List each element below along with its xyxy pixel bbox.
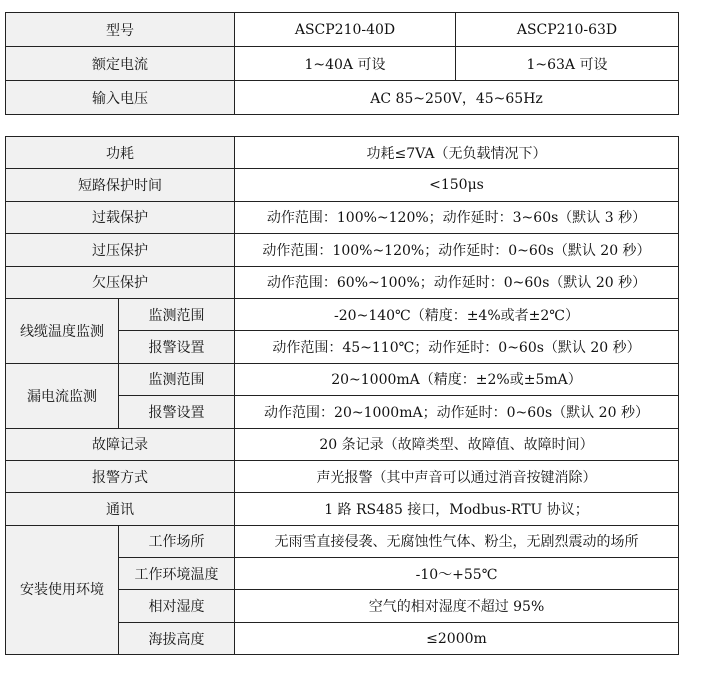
- overload-label: 过载保护: [6, 201, 235, 233]
- env-altitude-value: ≤2000m: [235, 622, 679, 654]
- input-voltage-value: AC 85~250V，45~65Hz: [235, 81, 679, 115]
- input-voltage-label: 输入电压: [6, 81, 235, 115]
- spec-row-short-circuit: [6, 169, 679, 201]
- rated-current-label: 额定电流: [6, 47, 235, 81]
- overvoltage-label: 过压保护: [6, 234, 235, 266]
- spec-table: [5, 136, 679, 655]
- spec-row-power: [6, 137, 679, 169]
- communication-label: 通讯: [6, 493, 235, 525]
- undervoltage-value: 动作范围：60%~100%；动作延时：0~60s（默认 20 秒）: [235, 266, 679, 298]
- fault-record-value: 20 条记录（故障类型、故障值、故障时间）: [235, 428, 679, 460]
- spec-row-overload: [6, 201, 679, 233]
- env-humidity-label: 相对湿度: [119, 590, 235, 622]
- model-row: [6, 13, 679, 47]
- spec-row-env-place: [6, 525, 679, 557]
- env-place-value: 无雨雪直接侵袭、无腐蚀性气体、粉尘，无剧烈震动的场所: [235, 525, 679, 557]
- rated-current-b: 1~63A 可设: [456, 47, 679, 81]
- communication-value: 1 路 RS485 接口，Modbus-RTU 协议；: [235, 493, 679, 525]
- alarm-mode-value: 声光报警（其中声音可以通过消音按键消除）: [235, 460, 679, 492]
- model-table: [5, 12, 679, 115]
- spec-row-fault-record: [6, 428, 679, 460]
- env-altitude-label: 海拔高度: [119, 622, 235, 654]
- leakage-label: 漏电流监测: [6, 363, 119, 428]
- overvoltage-value: 动作范围：100%~120%；动作延时：0~60s（默认 20 秒）: [235, 234, 679, 266]
- cable-temp-label: 线缆温度监测: [6, 298, 119, 363]
- cable-temp-alarm-label: 报警设置: [119, 331, 235, 363]
- spec-row-leakage-range: [6, 363, 679, 395]
- model-a: ASCP210-40D: [235, 13, 456, 47]
- undervoltage-label: 欠压保护: [6, 266, 235, 298]
- fault-record-label: 故障记录: [6, 428, 235, 460]
- environment-label: 安装使用环境: [6, 525, 119, 655]
- leakage-alarm-value: 动作范围：20~1000mA；动作延时：0~60s（默认 20 秒）: [235, 396, 679, 428]
- spec-row-alarm-mode: [6, 460, 679, 492]
- cable-temp-range-label: 监测范围: [119, 298, 235, 330]
- power-value: 功耗≤7VA（无负载情况下）: [235, 137, 679, 169]
- short-circuit-label: 短路保护时间: [6, 169, 235, 201]
- power-label: 功耗: [6, 137, 235, 169]
- spec-row-overvoltage: [6, 234, 679, 266]
- rated-current-a: 1~40A 可设: [235, 47, 456, 81]
- short-circuit-value: <150μs: [235, 169, 679, 201]
- rated-current-row: [6, 47, 679, 81]
- leakage-range-label: 监测范围: [119, 363, 235, 395]
- env-temp-label: 工作环境温度: [119, 558, 235, 590]
- leakage-range-value: 20~1000mA（精度：±2%或±5mA）: [235, 363, 679, 395]
- model-header-label: 型号: [6, 13, 235, 47]
- spec-row-cable-temp-range: [6, 298, 679, 330]
- env-humidity-value: 空气的相对湿度不超过 95%: [235, 590, 679, 622]
- spec-row-undervoltage: [6, 266, 679, 298]
- overload-value: 动作范围：100%~120%；动作延时：3~60s（默认 3 秒）: [235, 201, 679, 233]
- spec-row-communication: [6, 493, 679, 525]
- alarm-mode-label: 报警方式: [6, 460, 235, 492]
- cable-temp-alarm-value: 动作范围：45~110℃；动作延时：0~60s（默认 20 秒）: [235, 331, 679, 363]
- input-voltage-row: [6, 81, 679, 115]
- leakage-alarm-label: 报警设置: [119, 396, 235, 428]
- cable-temp-range-value: -20~140℃（精度：±4%或者±2℃）: [235, 298, 679, 330]
- model-b: ASCP210-63D: [456, 13, 679, 47]
- env-place-label: 工作场所: [119, 525, 235, 557]
- env-temp-value: -10～+55℃: [235, 558, 679, 590]
